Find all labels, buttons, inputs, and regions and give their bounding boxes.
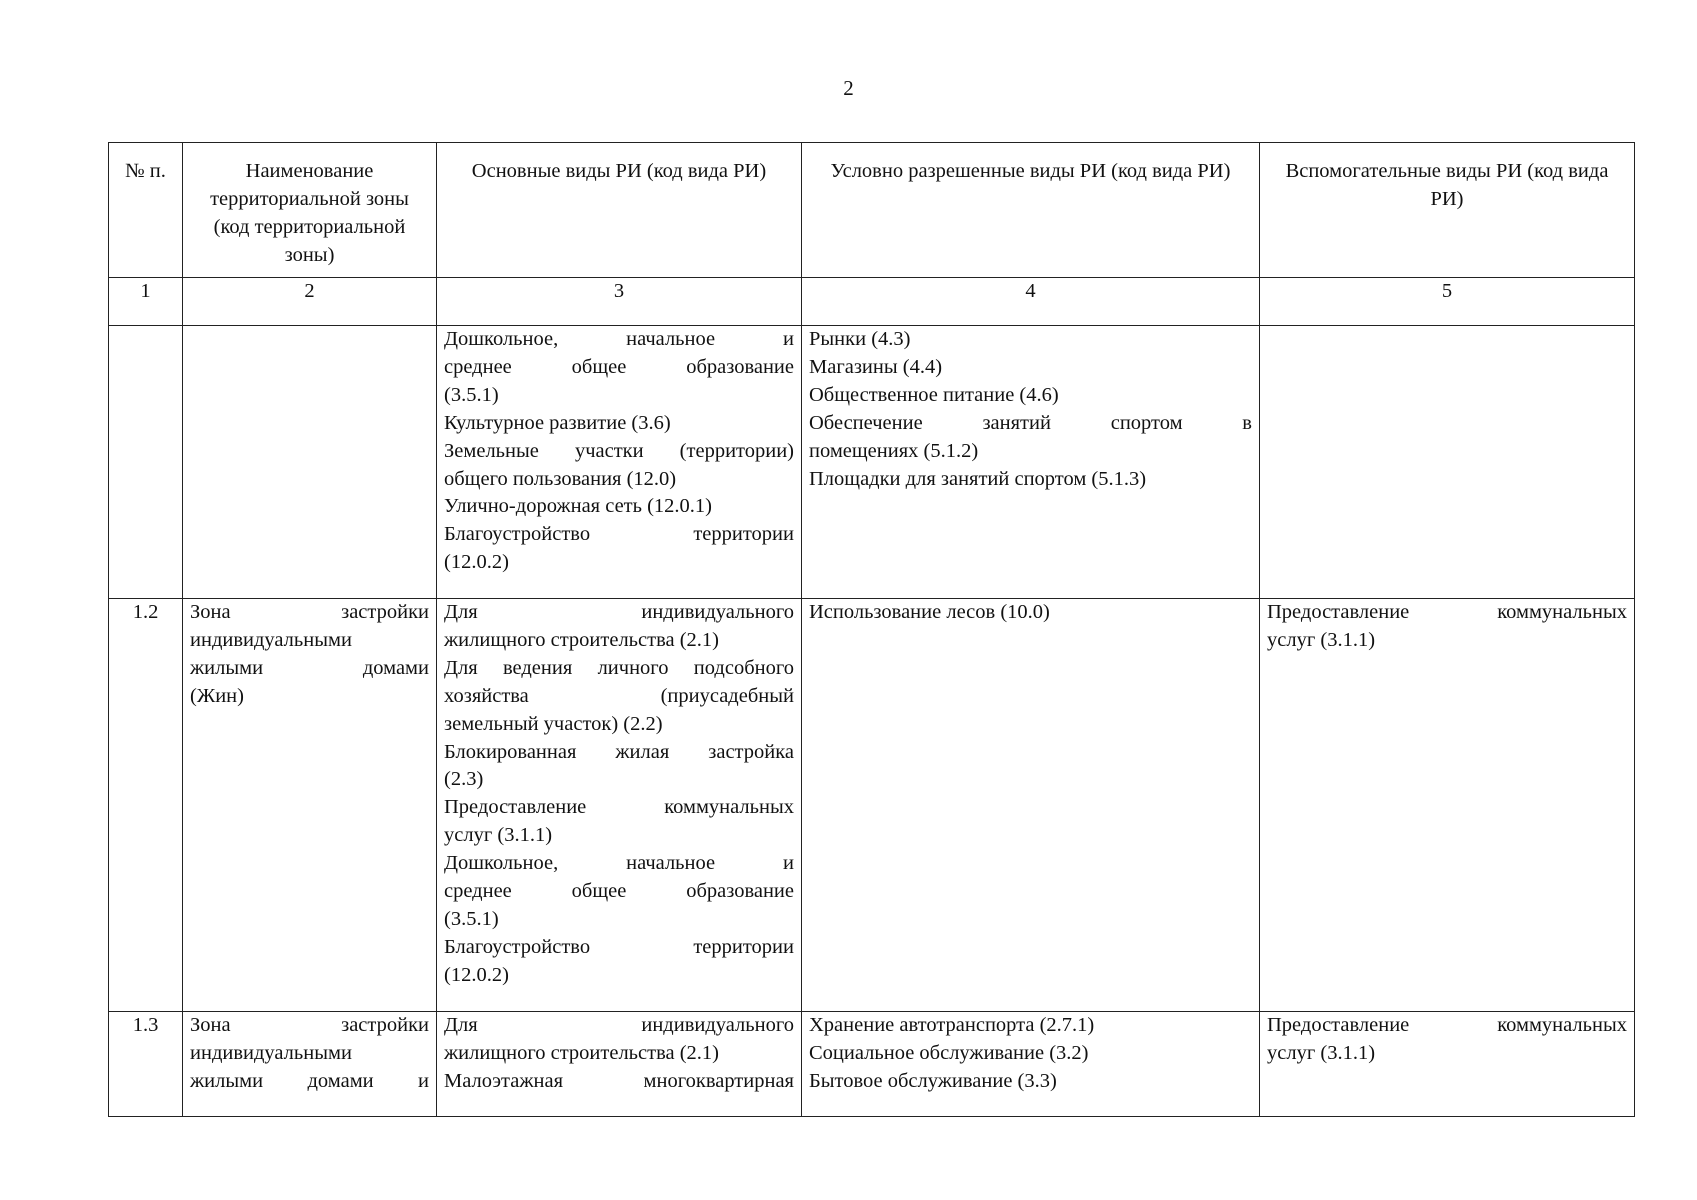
conditional-uses-cell bbox=[802, 326, 1260, 599]
main-use-line: Благоустройство территории bbox=[444, 523, 794, 546]
zone-name-line: Зона застройки bbox=[190, 1014, 429, 1036]
main-use-line: общего пользования (12.0) bbox=[444, 467, 677, 490]
column-number-row bbox=[109, 278, 1635, 326]
column-number: 4 bbox=[802, 278, 1260, 326]
main-use-line: (3.5.1) bbox=[444, 907, 499, 930]
conditional-use-line: Площадки для занятий спортом (5.1.3) bbox=[809, 467, 1147, 490]
main-use-line: (12.0.2) bbox=[444, 963, 509, 986]
main-use-line: Для ведения личного подсобного bbox=[444, 656, 794, 679]
zone-name-line: индивидуальными bbox=[190, 628, 352, 651]
row-number bbox=[109, 326, 183, 599]
row-number: 1.3 bbox=[109, 1012, 183, 1117]
conditional-use-line: Общественное питание (4.6) bbox=[809, 383, 1059, 406]
main-use-line: среднее общее образование bbox=[444, 880, 794, 903]
main-use-line: Для индивидуального bbox=[444, 601, 794, 623]
zone-name bbox=[183, 326, 437, 599]
main-use-line: Улично-дорожная сеть (12.0.1) bbox=[444, 495, 713, 518]
main-uses-cell bbox=[437, 1012, 802, 1117]
auxiliary-use-line: Предоставление коммунальных bbox=[1267, 1014, 1627, 1036]
row-number: 1.2 bbox=[109, 599, 183, 1012]
zone-name-cell bbox=[183, 599, 437, 1012]
header-zone-name: Наименование территориальной зоны (код территориальной зоны) bbox=[183, 143, 437, 278]
zone-name-cell bbox=[183, 1012, 437, 1117]
header-row bbox=[109, 143, 1635, 278]
main-use-line: земельный участок) (2.2) bbox=[444, 712, 663, 735]
zone-name-line: индивидуальными bbox=[190, 1041, 352, 1064]
table-row bbox=[109, 1012, 1635, 1117]
column-number: 2 bbox=[183, 278, 437, 326]
conditional-use-line: Социальное обслуживание (3.2) bbox=[809, 1041, 1089, 1064]
auxiliary-uses-cell bbox=[1260, 1012, 1635, 1117]
header-conditional-uses: Условно разрешенные виды РИ (код вида РИ) bbox=[802, 143, 1260, 278]
main-uses-cell bbox=[437, 326, 802, 599]
main-use-line: услуг (3.1.1) bbox=[444, 824, 553, 847]
header-auxiliary-uses: Вспомогательные виды РИ (код вида РИ) bbox=[1260, 143, 1635, 278]
main-use-line: Дошкольное, начальное и bbox=[444, 328, 794, 350]
conditional-use-line: Обеспечение занятий спортом в bbox=[809, 411, 1252, 434]
main-use-line: Предоставление коммунальных bbox=[444, 796, 794, 819]
column-number: 5 bbox=[1260, 278, 1635, 326]
zone-name-line: (Жин) bbox=[190, 684, 244, 707]
main-use-line: Дошкольное, начальное и bbox=[444, 852, 794, 875]
main-use-line: среднее общее образование bbox=[444, 355, 794, 378]
main-use-line: Благоустройство территории bbox=[444, 935, 794, 958]
conditional-use-line: помещениях (5.1.2) bbox=[809, 439, 979, 462]
main-use-line: (12.0.2) bbox=[444, 551, 509, 574]
header-number: № п. bbox=[109, 143, 183, 278]
auxiliary-use-line: услуг (3.1.1) bbox=[1267, 628, 1376, 651]
conditional-use-line: Бытовое обслуживание (3.3) bbox=[809, 1069, 1057, 1092]
main-use-line: Для индивидуального bbox=[444, 1014, 794, 1036]
land-use-table bbox=[108, 142, 1635, 1117]
auxiliary-use-line: Предоставление коммунальных bbox=[1267, 601, 1627, 623]
table-row bbox=[109, 599, 1635, 1012]
zone-name-line: жилыми домами bbox=[190, 656, 429, 679]
conditional-use-line: Магазины (4.4) bbox=[809, 355, 943, 378]
main-use-line: (3.5.1) bbox=[444, 383, 499, 406]
main-use-line: Земельные участки (территории) bbox=[444, 439, 794, 462]
page-number: 2 bbox=[843, 76, 854, 100]
zone-name-line: жилыми домами и bbox=[190, 1069, 429, 1092]
main-use-line: хозяйства (приусадебный bbox=[444, 684, 794, 707]
zone-name-line: Зона застройки bbox=[190, 601, 429, 623]
main-use-line: жилищного строительства (2.1) bbox=[444, 628, 719, 651]
main-use-line: Блокированная жилая застройка bbox=[444, 740, 794, 763]
conditional-uses-cell bbox=[802, 599, 1260, 1012]
auxiliary-uses-cell bbox=[1260, 599, 1635, 1012]
auxiliary-use-line: услуг (3.1.1) bbox=[1267, 1041, 1376, 1064]
table-row bbox=[109, 326, 1635, 599]
column-number: 1 bbox=[109, 278, 183, 326]
conditional-use-line: Использование лесов (10.0) bbox=[809, 601, 1050, 623]
conditional-uses-cell bbox=[802, 1012, 1260, 1117]
header-main-uses: Основные виды РИ (код вида РИ) bbox=[437, 143, 802, 278]
main-use-line: жилищного строительства (2.1) bbox=[444, 1041, 719, 1064]
main-use-line: (2.3) bbox=[444, 768, 484, 791]
column-number: 3 bbox=[437, 278, 802, 326]
conditional-use-line: Хранение автотранспорта (2.7.1) bbox=[809, 1014, 1095, 1036]
conditional-use-line: Рынки (4.3) bbox=[809, 328, 911, 350]
main-use-line: Малоэтажная многоквартирная bbox=[444, 1069, 794, 1092]
auxiliary-uses-cell bbox=[1260, 326, 1635, 599]
main-use-line: Культурное развитие (3.6) bbox=[444, 411, 671, 434]
main-uses-cell bbox=[437, 599, 802, 1012]
